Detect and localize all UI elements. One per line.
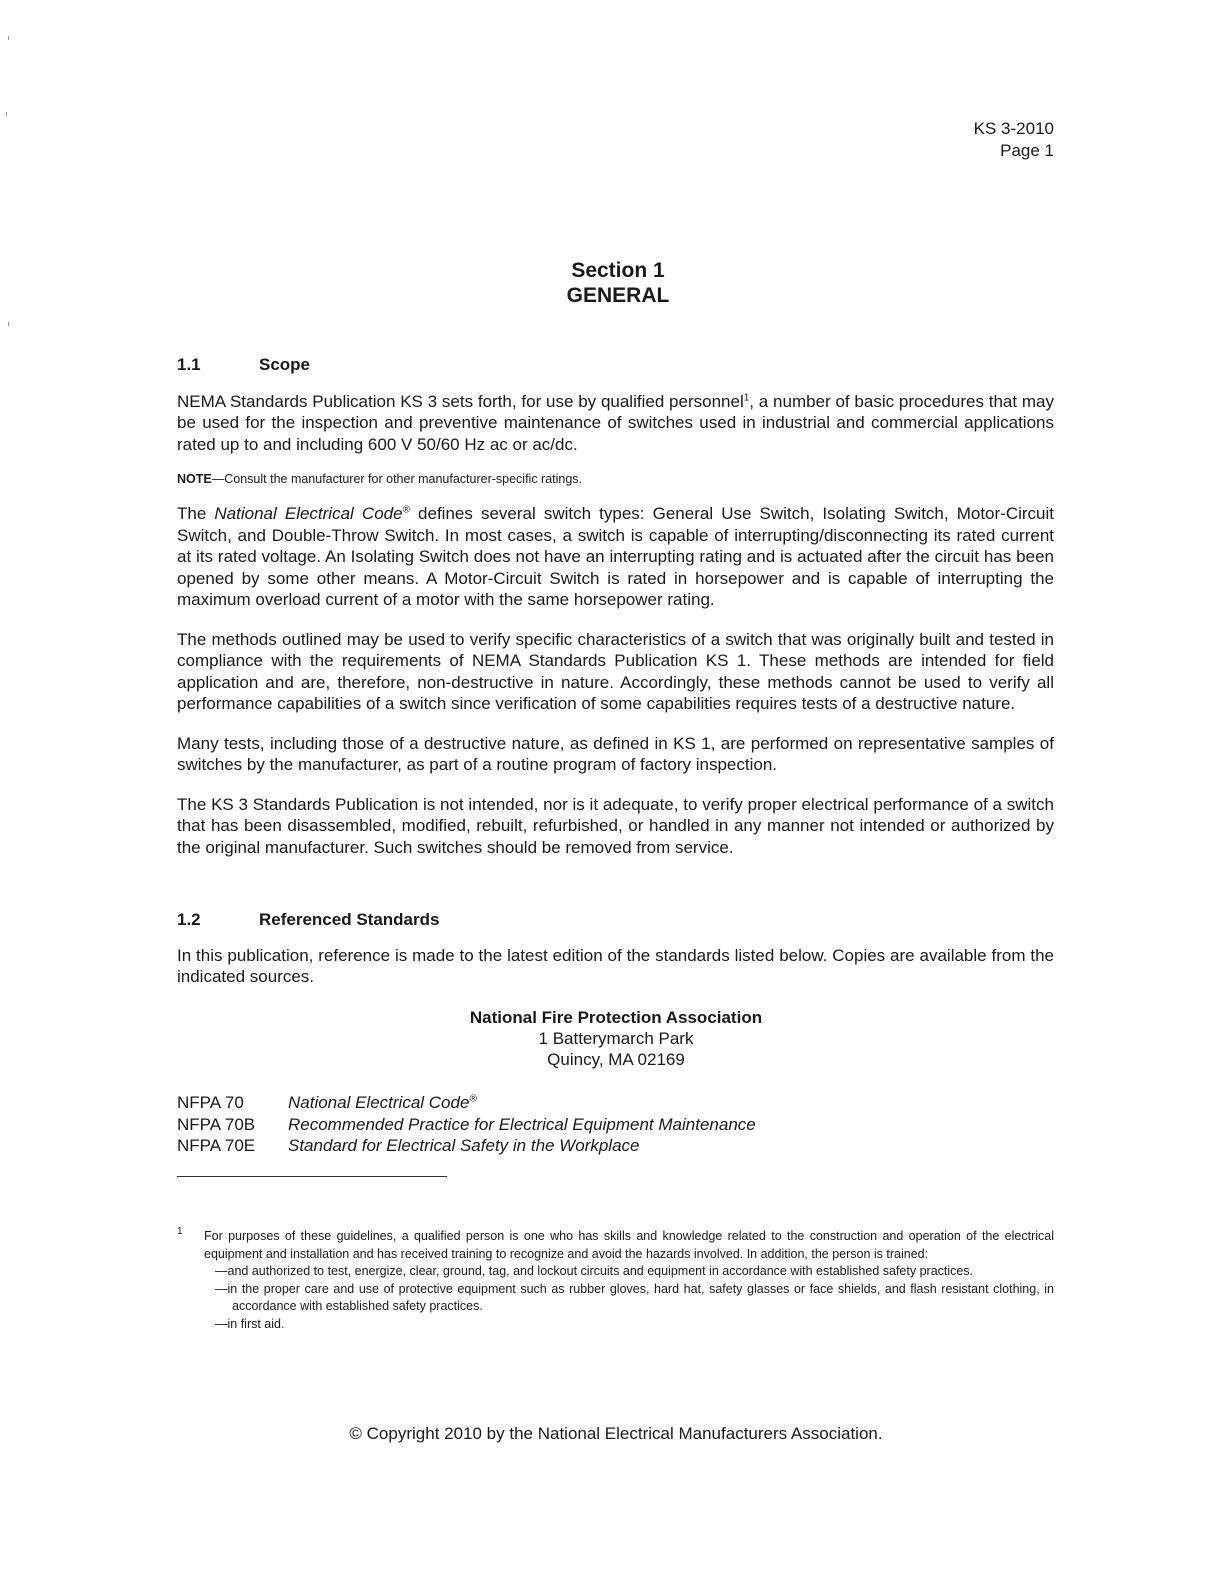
referenced-heading [177,909,1054,931]
note-text: —Consult the manufacturer for other manufacturer-specific ratings. [211,472,583,486]
footnote-reference[interactable]: 1 [743,391,750,403]
heading-text: Scope [259,355,311,374]
scope-paragraph-5: The KS 3 Standards Publication is not intended, nor is it adequate, to verify proper electrical performance of a switch that has been disassembled, modified, rebuilt, refurbished, or handled in any manner not intended or authorized by the original manufacturer. Such switches should be removed from service. [177,794,1054,857]
list-item [177,1092,756,1114]
scope-heading [177,354,1054,376]
standard-code: NFPA 70B [177,1114,256,1134]
standard-title: Standard for Electrical Safety in the Workplace [288,1136,640,1155]
list-item [177,1114,756,1136]
address-line-1: 1 Batterymarch Park [538,1029,694,1048]
registered-mark: ® [402,504,410,516]
footnote-item: —in first aid. [215,1316,285,1331]
standard-code: NFPA 70 [177,1093,244,1112]
referenced-paragraph: In this publication, reference is made to the latest edition of the standards listed below. Copies are available from the indicated sources. [177,945,1054,986]
list-item [177,1135,756,1157]
text-run: NEMA Standards Publication KS 3 sets forth, for use by qualified personnel [177,391,744,411]
heading-number: 1.2 [177,910,201,929]
organization-name: National Fire Protection Association [469,1008,763,1027]
page-header [974,118,1054,162]
text-run: defines several switch types: General Use Switch, Isolating Switch, Motor-Circuit Switch, and Double-Throw Switch. In most cases, a switch is capable of interrupting/disconnecting its rated current at its rated voltage. An Isolating Switch does not have an interrupting rating and is actuated after the circuit has been opened by some other means. A Motor-Circuit Switch is rated in horsepower and is capable of interrupting the maximum overload current of a motor with the same horsepower rating. [177,504,1054,609]
footnote-items [177,1263,1054,1333]
scope-paragraph-1 [177,391,1054,456]
organization-address [0,1007,1224,1070]
scope-paragraph-4: Many tests, including those of a destructive nature, as defined in KS 1, are performed on representative samples of switches by the manufacturer, as part of a routine program of factory inspection. [177,733,1054,774]
scan-mark [8,322,9,326]
section-name: GENERAL [566,284,670,307]
footnote-mark: 1 [177,1226,183,1237]
text-run: The [177,504,215,523]
page-number: Page 1 [1000,141,1054,160]
referenced-standards-section [177,909,1054,988]
scope-paragraph-2 [177,503,1054,611]
heading-number: 1.1 [177,355,201,374]
note-label: NOTE [177,472,212,486]
footnote-item: —in the proper care and use of protective equipment such as rubber gloves, hard hat, safety glasses or face shields, and flash resistant clothing, in accordance with established safety practices. [215,1281,1054,1313]
section-number: Section 1 [571,259,665,282]
scan-mark [6,112,7,116]
scope-paragraph-3: The methods outlined may be used to verify specific characteristics of a switch that was originally built and tested in compliance with the requirements of NEMA Standards Publication KS 1. These methods are intended for field application and are, therefore, non-destructive in nature. Accordingly, these methods cannot be used to verify all performance capabilities of a switch since verification of some capabilities requires tests of a destructive nature. [177,629,1054,713]
footnote-intro: For purposes of these guidelines, a qualified person is one who has skills and knowledge related to the construction and operation of the electrical equipment and installation and has received training to recognize and avoid the hazards involved. In addition, the person is trained: [204,1229,1054,1261]
standard-title [288,1092,477,1114]
scope-section [177,354,1054,858]
note [177,471,1054,487]
title-text: National Electrical Code [288,1093,470,1112]
document-id: KS 3-2010 [973,119,1054,138]
italic-title: National Electrical Code [214,504,403,523]
scan-mark [8,36,9,40]
section-title [0,258,1224,308]
text-run: , a number of basic procedures that may be used for the inspection and preventive maintenance of switches used in industrial and commercial applications rated up to and including 600 V 50/60 Hz ac or ac/dc. [177,391,1054,454]
standards-list [177,1092,756,1157]
footnote [177,1228,1054,1333]
copyright-notice: © Copyright 2010 by the National Electrical Manufacturers Association. [349,1424,883,1443]
address-line-2: Quincy, MA 02169 [547,1050,685,1069]
registered-mark: ® [469,1093,477,1105]
footnote-divider [177,1176,447,1177]
standard-code: NFPA 70E [177,1136,256,1155]
standard-title: Recommended Practice for Electrical Equipment Maintenance [288,1114,756,1134]
footnote-item: —and authorized to test, energize, clear, ground, tag, and lockout circuits and equipment in accordance with established safety practices. [215,1264,974,1278]
heading-text: Referenced Standards [259,910,440,929]
